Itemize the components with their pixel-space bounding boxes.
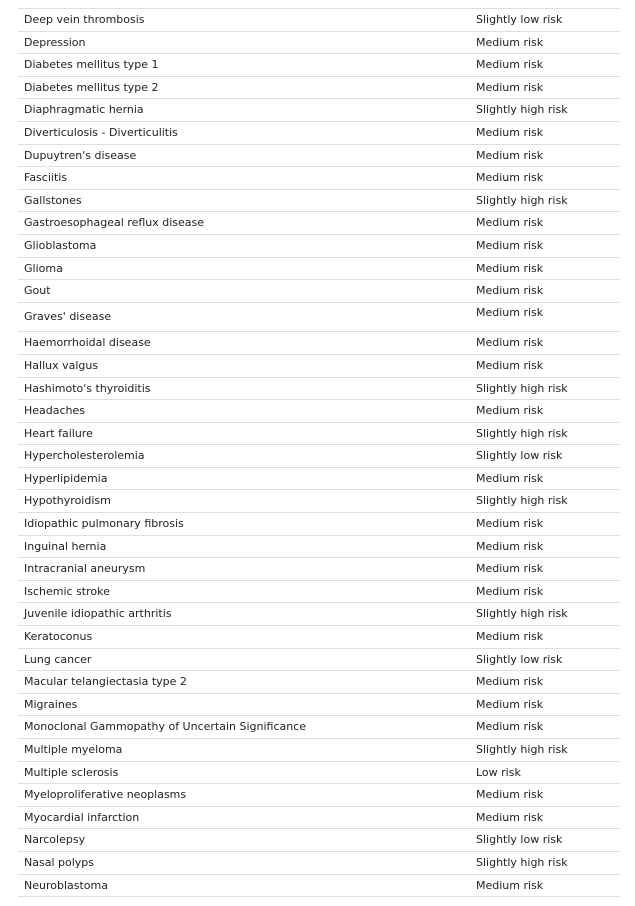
risk-level: Medium risk: [476, 80, 544, 94]
risk-level: Medium risk: [476, 238, 544, 252]
table-row: [18, 807, 620, 830]
condition-name: Myeloproliferative neoplasms: [24, 788, 187, 802]
table-row: [18, 212, 620, 235]
condition-name: Monoclonal Gammopathy of Uncertain Significance: [24, 720, 307, 734]
condition-name: Gastroesophageal reflux disease: [24, 216, 205, 230]
table-row: [18, 54, 620, 77]
risk-level: Slightly low risk: [476, 833, 563, 847]
risk-level: Low risk: [476, 765, 521, 779]
condition-name: Gallstones: [24, 193, 82, 207]
risk-level: Medium risk: [476, 562, 544, 576]
table-row: [18, 145, 620, 168]
risk-level: Medium risk: [476, 125, 544, 139]
risk-level: Medium risk: [476, 58, 544, 72]
risk-level: Slightly low risk: [476, 13, 563, 26]
table-row: [18, 122, 620, 145]
condition-name: Inguinal hernia: [24, 539, 107, 553]
risk-level: Medium risk: [476, 675, 544, 689]
risk-level: Medium risk: [476, 35, 544, 49]
condition-name: Nasal polyps: [24, 855, 94, 869]
table-row: [18, 400, 620, 423]
risk-level: Slightly high risk: [476, 743, 568, 756]
risk-level: Medium risk: [476, 336, 544, 350]
condition-name: Graves' disease: [24, 309, 112, 323]
table-row: [18, 332, 620, 355]
table-row: [18, 32, 620, 55]
risk-level: Slightly high risk: [476, 381, 568, 395]
table-row: [18, 875, 620, 898]
condition-name: Diabetes mellitus type 2: [24, 80, 159, 94]
risk-level: Medium risk: [476, 358, 544, 372]
table-row: [18, 649, 620, 672]
risk-level: Medium risk: [476, 584, 544, 598]
risk-level: Medium risk: [476, 810, 544, 824]
table-row: [18, 536, 620, 559]
condition-name: Hashimoto's thyroiditis: [24, 381, 151, 395]
risk-level: Slightly high risk: [476, 607, 568, 621]
table-row: [18, 558, 620, 581]
table-row: [18, 258, 620, 281]
table-row: [18, 694, 620, 717]
condition-name: Multiple myeloma: [24, 743, 123, 756]
condition-name: Dupuytren's disease: [24, 148, 137, 162]
table-row: [18, 9, 620, 32]
risk-level: Medium risk: [476, 216, 544, 230]
table-row: [18, 852, 620, 875]
risk-level: Slightly low risk: [476, 652, 563, 666]
risk-level: Slightly high risk: [476, 193, 568, 207]
risk-level: Slightly high risk: [476, 855, 568, 869]
condition-name: Glioblastoma: [24, 238, 97, 252]
table-row: [18, 784, 620, 807]
condition-name: Diaphragmatic hernia: [24, 103, 144, 117]
risk-level: Medium risk: [476, 404, 544, 418]
table-row: [18, 355, 620, 378]
condition-name: Keratoconus: [24, 630, 93, 644]
condition-name: Deep vein thrombosis: [24, 13, 145, 26]
risk-level: Medium risk: [476, 148, 544, 162]
risk-level: Medium risk: [476, 171, 544, 185]
condition-name: Migraines: [24, 697, 78, 711]
table-row: [18, 513, 620, 536]
condition-name: Headaches: [24, 404, 86, 418]
table-row: [18, 762, 620, 785]
condition-name: Depression: [24, 35, 86, 49]
table-row: [18, 303, 620, 333]
risk-level: Medium risk: [476, 878, 544, 892]
table-row: [18, 445, 620, 468]
table-row: [18, 626, 620, 649]
table-row: [18, 716, 620, 739]
table-row: [18, 378, 620, 401]
condition-name: Narcolepsy: [24, 833, 86, 847]
condition-name: Heart failure: [24, 426, 93, 440]
condition-name: Multiple sclerosis: [24, 765, 119, 779]
risk-level: Medium risk: [476, 261, 544, 275]
risk-level: Medium risk: [476, 471, 544, 485]
condition-name: Fasciitis: [24, 171, 68, 185]
table-row: [18, 423, 620, 446]
condition-name: Macular telangiectasia type 2: [24, 675, 187, 689]
condition-name: Haemorrhoidal disease: [24, 336, 151, 350]
table-row: [18, 671, 620, 694]
condition-name: Glioma: [24, 261, 63, 275]
table-row: [18, 77, 620, 100]
table-row: [18, 280, 620, 303]
table-row: [18, 829, 620, 852]
condition-name: Juvenile idiopathic arthritis: [24, 607, 172, 621]
risk-level: Slightly low risk: [476, 449, 563, 463]
condition-name: Idiopathic pulmonary fibrosis: [24, 517, 184, 531]
risk-level: Medium risk: [476, 284, 544, 298]
risk-level: Slightly high risk: [476, 103, 568, 117]
risk-level: Medium risk: [476, 305, 544, 319]
table-row: [18, 190, 620, 213]
condition-name: Diabetes mellitus type 1: [24, 58, 159, 72]
risk-level: Medium risk: [476, 720, 544, 734]
condition-name: Neuroblastoma: [24, 878, 108, 892]
condition-name: Lung cancer: [24, 652, 92, 666]
condition-name: Myocardial infarction: [24, 810, 140, 824]
risk-level: Medium risk: [476, 697, 544, 711]
condition-name: Hyperlipidemia: [24, 471, 108, 485]
condition-name: Ischemic stroke: [24, 584, 110, 598]
table-row: [18, 739, 620, 762]
risk-level: Slightly high risk: [476, 426, 568, 440]
condition-name: Hypercholesterolemia: [24, 449, 145, 463]
risk-level: Medium risk: [476, 517, 544, 531]
risk-level: Slightly high risk: [476, 494, 568, 508]
table-row: [18, 468, 620, 491]
table-row: [18, 99, 620, 122]
condition-name: Gout: [24, 284, 51, 298]
risk-level: Medium risk: [476, 788, 544, 802]
risk-level: Medium risk: [476, 630, 544, 644]
condition-name: Hallux valgus: [24, 358, 99, 372]
condition-name: Diverticulosis - Diverticulitis: [24, 125, 178, 139]
table-row: [18, 167, 620, 190]
condition-name: Intracranial aneurysm: [24, 562, 146, 576]
table-row: [18, 490, 620, 513]
table-row: [18, 581, 620, 604]
table-row: [18, 603, 620, 626]
table-row: [18, 235, 620, 258]
condition-name: Hypothyroidism: [24, 494, 111, 508]
risk-table: [18, 8, 620, 897]
risk-level: Medium risk: [476, 539, 544, 553]
